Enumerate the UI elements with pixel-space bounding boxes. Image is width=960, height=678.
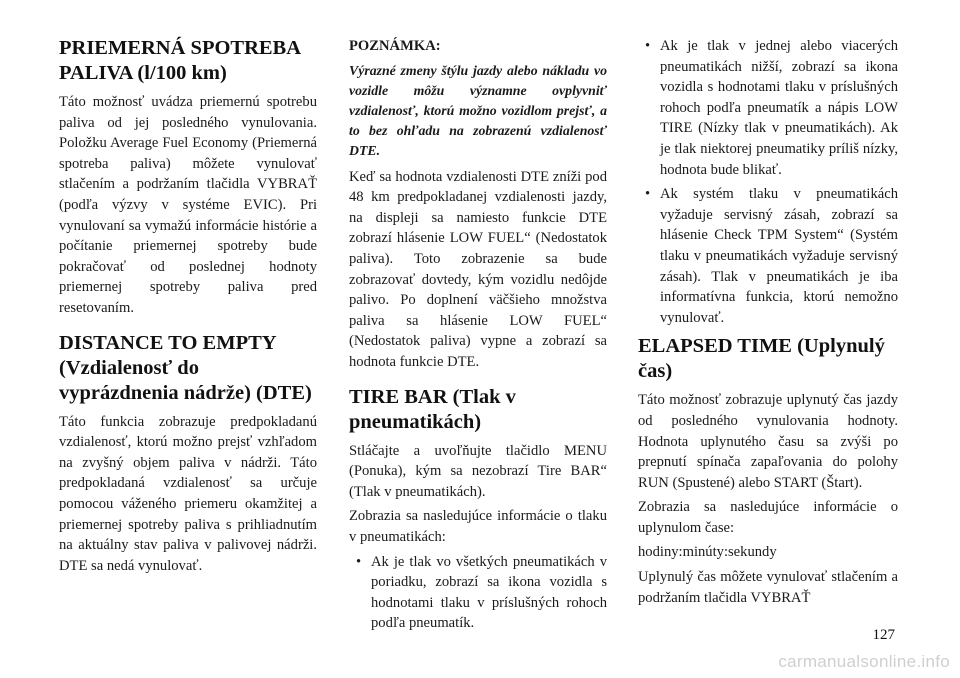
heading-tire-bar: TIRE BAR (Tlak v pneumatikách) [349, 385, 516, 433]
paragraph-elapsed-info-intro: Zobrazia sa nasledujúce informácie o uplynulom čase: [638, 499, 898, 536]
watermark-text: carmanualsonline.info [778, 652, 950, 671]
bullet-text: Ak je tlak v jednej alebo viacerých pneumatikách nižší, zobrazí sa ikona vozidla s hodnotami tlaku v príslušných rohoch podľa pneumatík a nápis LOW TIRE (Nízky tlak v pneumatikách). Ak je tlak niektorej pneumatiky príliš nízky, hodnota bude blikať. [660, 38, 898, 178]
bullet-text: Ak systém tlaku v pneumatikách vyžaduje servisný zásah, zobrazí sa hlásenie Check TPM System“ (Systém tlaku v pneumatikách vyžaduje servisný zásah). Tlak v pneumatikách je iba informatívna funkcia, ktorú nemožno vynulovať. [660, 186, 898, 326]
heading-elapsed-time: ELAPSED TIME (Uplynulý čas) [638, 335, 885, 383]
bullet-text: Ak je tlak vo všetkých pneumatikách v poriadku, zobrazí sa ikona vozidla s hodnotami tlaku v príslušných rohoch podľa pneumatík. [371, 553, 607, 632]
paragraph-distance-to-empty: Táto funkcia zobrazuje predpokladanú vzdialenosť, ktorú možno prejsť vzhľadom na zvyšný objem paliva v nádrži. Táto predpokladaná vzdialenosť sa určuje pomocou váženého priemeru okamžitej a priemernej spotreby paliva s prihliadnutím na aktuálny stav paliva v palivovej nádrži. DTE sa nedá vynulovať. [59, 413, 317, 574]
heading-average-fuel-economy: PRIEMERNÁ SPOTREBA PALIVA (l/100 km) [59, 37, 300, 84]
note-title: POZNÁMKA: [349, 38, 441, 54]
paragraph-elapsed-format: hodiny:minúty:sekundy [638, 544, 777, 561]
paragraph-elapsed-time: Táto možnosť zobrazuje uplynutý čas jazdy od posledného vynulovania hodnoty. Hodnota uplynutého času sa zvýši po prepnutí spínača zapaľovania do polohy RUN (Spustené) alebo START (Štart). [638, 392, 898, 491]
tire-bullet-list [349, 552, 607, 634]
list-item [638, 184, 898, 328]
list-item [349, 552, 607, 634]
paragraph-low-fuel: Keď sa hodnota vzdialenosti DTE zníži pod 48 km predpokladanej vzdialenosti jazdy, na displeji sa namiesto funkcie DTE zobrazí hlásenie LOW FUEL“ (Nedostatok paliva). Toto zobrazenie sa bude zobrazovať dovtedy, kým vozidlu nedôjde palivo. Po doplnení väčšieho množstva paliva sa hlásenie LOW FUEL“ (Nedostatok paliva) vypne a zobrazí sa hodnota funkcie DTE. [349, 168, 607, 370]
heading-distance-to-empty: DISTANCE TO EMPTY (Vzdialenosť do vyprázdnenia nádrže) (DTE) [59, 331, 312, 404]
bullet-glyph: • [356, 553, 362, 570]
bullet-glyph: • [645, 186, 651, 203]
column-right [638, 36, 898, 612]
paragraph-tire-instruction: Stláčajte a uvoľňujte tlačidlo MENU (Ponuka), kým sa nezobrazí Tire BAR“ (Tlak v pneumatikách). [349, 442, 607, 500]
column-middle [349, 36, 607, 640]
column-left [59, 36, 317, 580]
list-item [638, 36, 898, 180]
paragraph-tire-info-intro: Zobrazia sa nasledujúce informácie o tlaku v pneumatikách: [349, 508, 607, 545]
note-body: Výrazné zmeny štýlu jazdy alebo nákladu vo vozidle môžu významne ovplyvniť vzdialenosť, ktorú možno vozidlom prejsť, a to bez ohľadu na zobrazenú vzdialenosť DTE. [349, 62, 607, 158]
paragraph-elapsed-reset: Uplynulý čas môžete vynulovať stlačením a podržaním tlačidla VYBRAŤ [638, 569, 898, 606]
paragraph-average-fuel-economy: Táto možnosť uvádza priemernú spotrebu paliva od jej posledného vynulovania. Položku Average Fuel Economy (Priemerná spotreba paliva) môžete vynulovať stlačením a podržaním tlačidla VYBRAŤ (podľa výzvy v systéme EVIC). Pri vynulovaní sa vymažú informácie histórie a počítanie priemernej spotreby bude pokračovať od poslednej hodnoty priemernej spotreby paliva pred resetovaním. [59, 94, 317, 316]
tire-bullet-list-continued [638, 36, 898, 328]
bullet-glyph: • [645, 38, 651, 54]
page-number: 127 [872, 627, 895, 643]
